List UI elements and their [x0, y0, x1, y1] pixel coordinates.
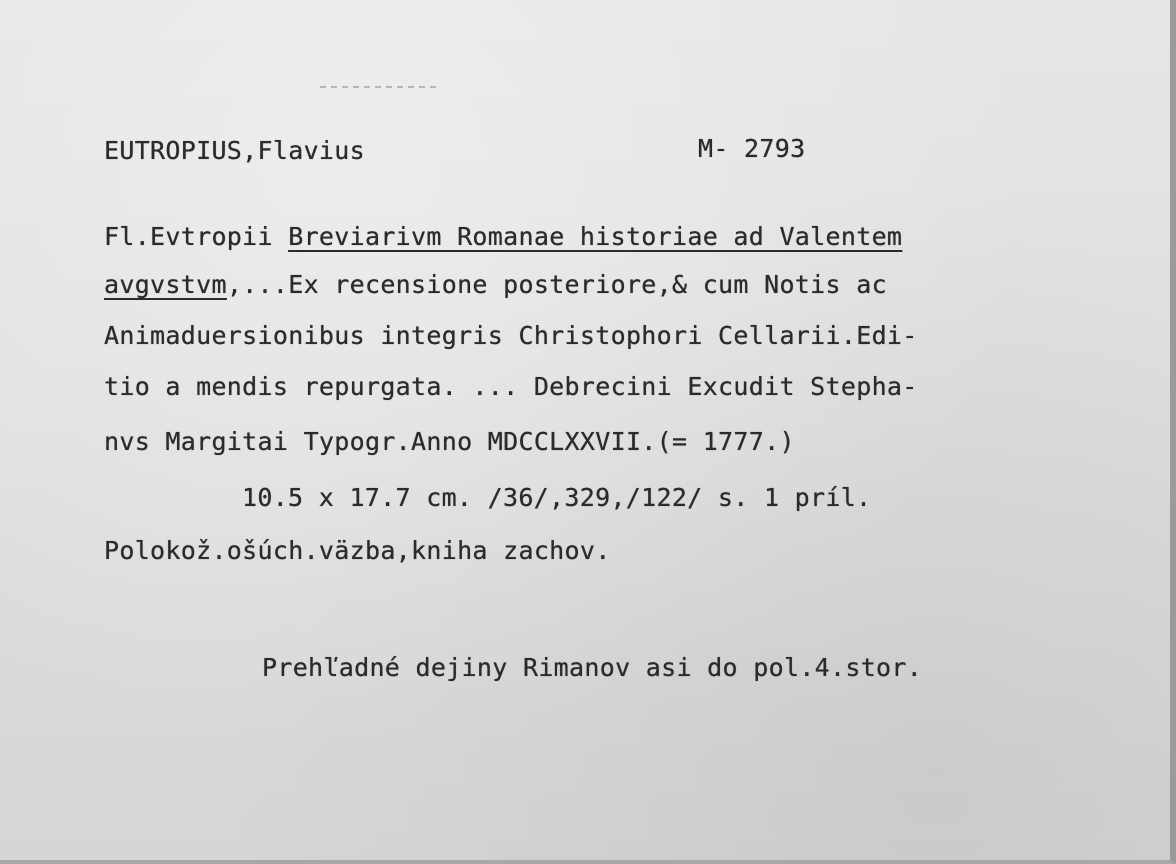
- description-line-2: [104, 272, 887, 297]
- physical-description: 10.5 x 17.7 cm. /36/,329,/122/ s. 1 príl.: [242, 483, 872, 512]
- line-1-prefix: Fl.Evtropii: [104, 222, 289, 251]
- description-line-4: tio a mendis repurgata. ... Debrecini Excudit Stepha-: [104, 372, 918, 401]
- title-part-1: Breviarivm Romanae historiae ad Valentem: [288, 222, 903, 251]
- binding-note: Polokož.ošúch.väzba,kniha zachov.: [104, 536, 611, 565]
- author-heading: EUTROPIUS,Flavius: [104, 136, 365, 165]
- faint-pencil-mark: [320, 86, 440, 88]
- description-line-1: [104, 224, 902, 249]
- content-note: Prehľadné dejiny Rimanov asi do pol.4.stor.: [262, 653, 923, 682]
- call-number: M- 2793: [698, 134, 806, 163]
- description-line-3: Animaduersionibus integris Christophori Cellarii.Edi-: [104, 321, 918, 350]
- line-2-rest: ,...Ex recensione posteriore,& cum Notis ac: [226, 270, 887, 299]
- description-line-5: nvs Margitai Typogr.Anno MDCCLXXVII.(= 1777.): [104, 427, 795, 456]
- title-part-2: avgvstvm: [104, 270, 227, 299]
